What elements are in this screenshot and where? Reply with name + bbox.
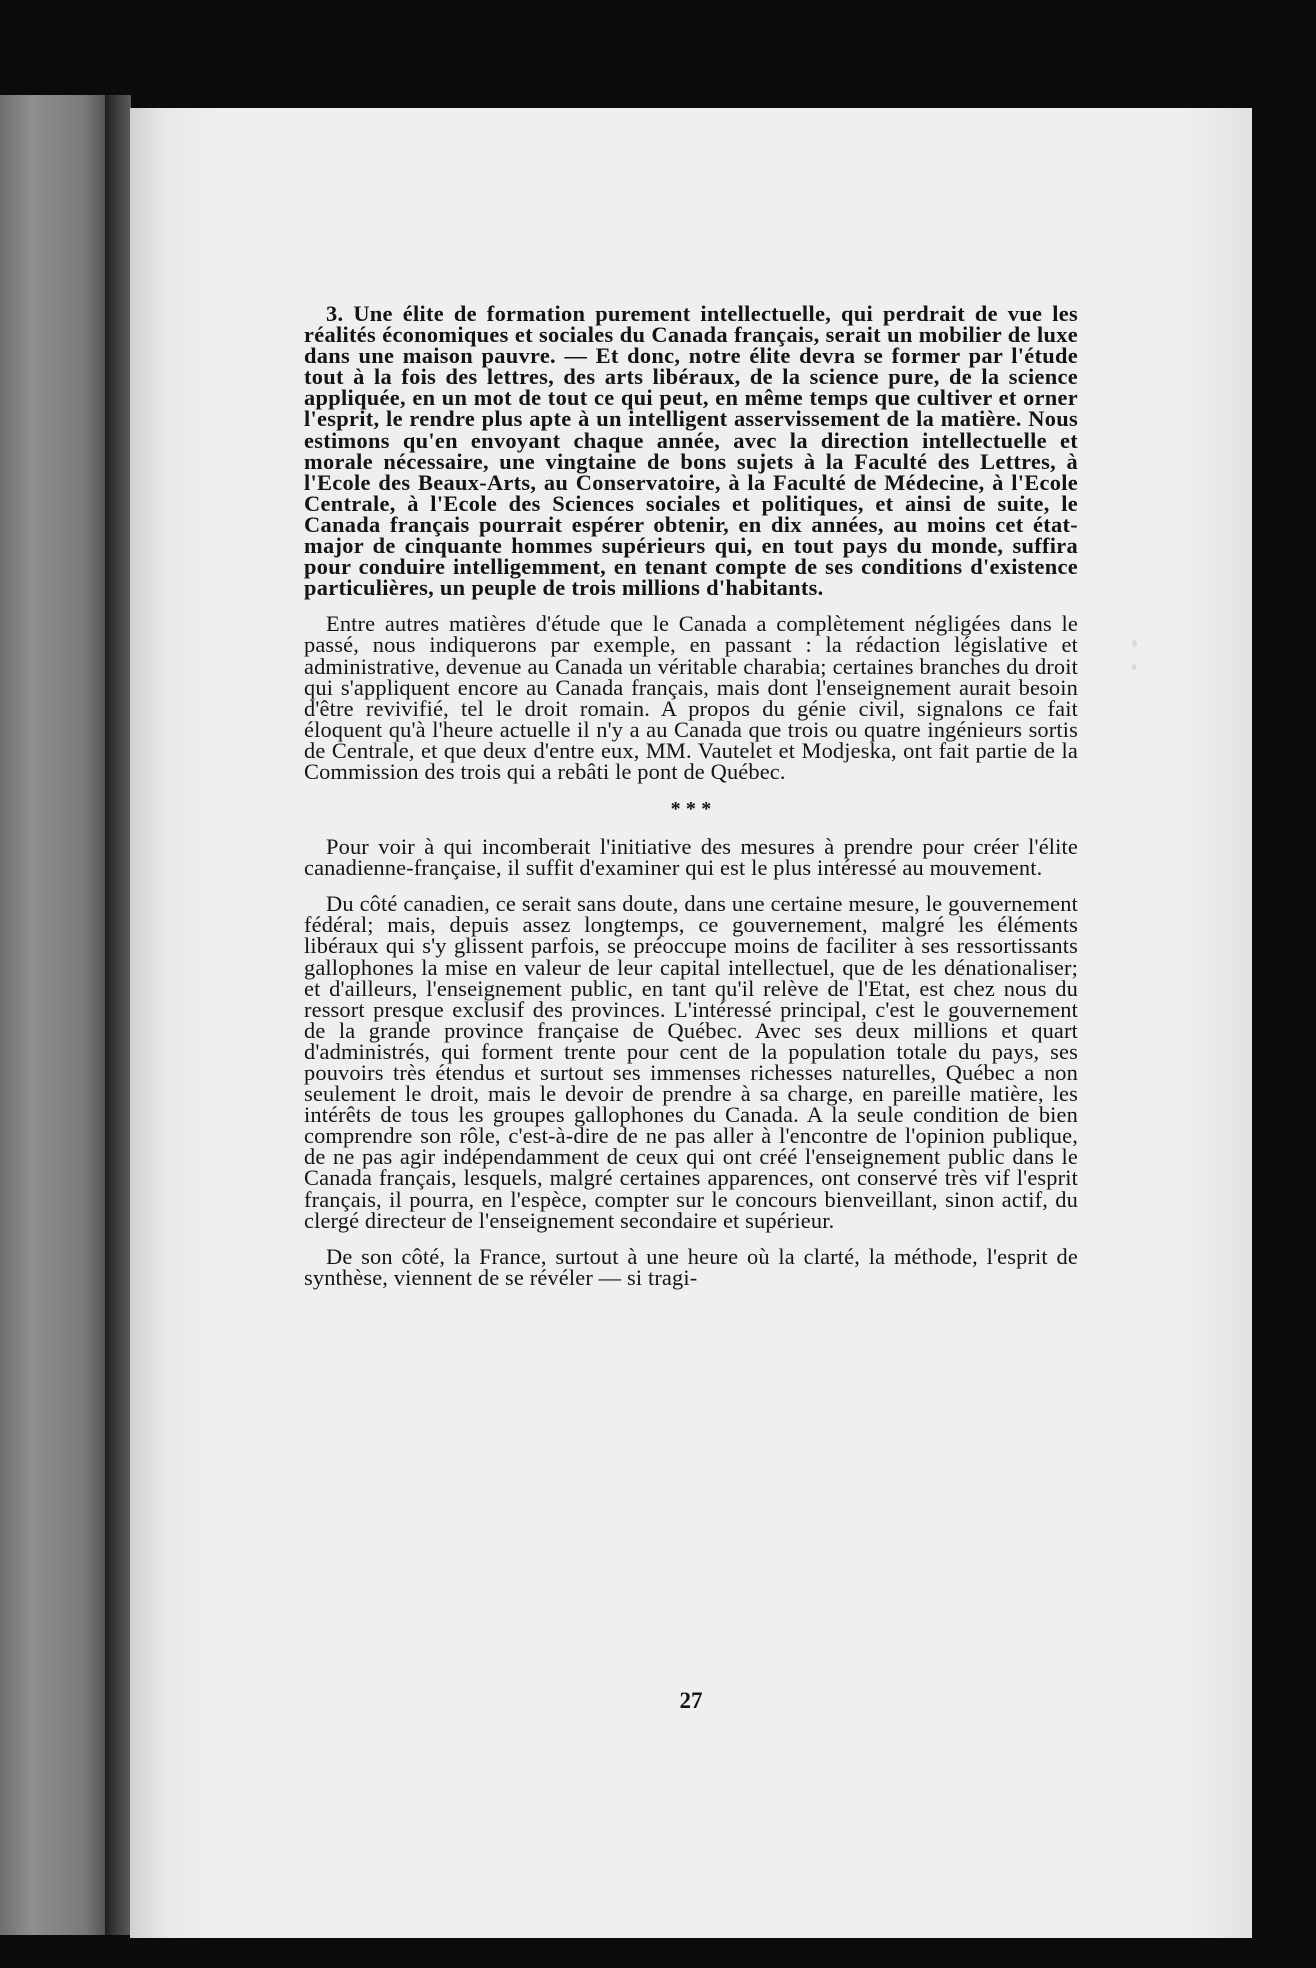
page-body bbox=[304, 303, 1078, 1288]
scanned-page bbox=[130, 108, 1252, 1938]
paragraph: Pour voir à qui incomberait l'initiative des mesures à prendre pour créer l'élite canadienne-française, il suffit d'examiner qui est le plus intéressé au mouvement. bbox=[304, 834, 1078, 881]
page-number: 27 bbox=[679, 1688, 703, 1713]
paragraph: De son côté, la France, surtout à une heure où la clarté, la méthode, l'esprit de synthèse, viennent de se révéler — si tragi- bbox=[304, 1243, 1078, 1290]
paragraph: Entre autres matières d'étude que le Canada a complètement négligées dans le passé, nous indiquerons par exemple, en passant : la rédaction législative et administrative, devenue au Canada un véritable charabia; certaines branches du droit qui s'appliquent encore au Canada français, mais dont l'enseignement aurait besoin d'être revivifié, tel le droit romain. A propos du génie civil, signalons ce fait éloquent qu'à l'heure actuelle il n'y a au Canada que trois ou quatre ingénieurs sortis de Centrale, et que deux d'entre eux, MM. Vautelet et Modjeska, ont fait partie de la Commission des trois qui a rebâti le pont de Québec. bbox=[304, 611, 1078, 784]
previous-page-edge bbox=[0, 95, 106, 1935]
paragraph: 3. Une élite de formation purement intellectuelle, qui perdrait de vue les réalités économiques et sociales du Canada français, serait un mobilier de luxe dans une maison pauvre. — Et donc, notre élite devra se former par l'étude tout à la fois des lettres, des arts libéraux, de la science pure, de la science appliquée, en un mot de tout ce qui peut, en même temps que cultiver et orner l'esprit, le rendre plus apte à un intelligent asservissement de la matière. Nous estimons qu'en envoyant chaque année, avec la direction intellectuelle et morale nécessaire, une vingtaine de bons sujets à la Faculté des Lettres, à l'Ecole des Beaux-Arts, au Conservatoire, à la Faculté de Médecine, à l'Ecole Centrale, à l'Ecole des Sciences sociales et politiques, et ainsi de suite, le Canada français pourrait espérer obtenir, en dix années, au moins cet état-major de cinquante hommes supérieurs qui, en tout pays du monde, suffira pour conduire intelligemment, en tenant compte de ses conditions d'existence particulières, un peuple de trois millions d'habitants. bbox=[304, 301, 1078, 601]
section-separator: * * * bbox=[670, 798, 712, 821]
book-gutter bbox=[105, 95, 131, 1935]
scan-speck bbox=[1132, 664, 1136, 670]
scan-speck bbox=[1132, 640, 1137, 647]
paragraph: Du côté canadien, ce serait sans doute, dans une certaine mesure, le gouvernement fédéral; mais, depuis assez longtemps, ce gouvernement, malgré les éléments libéraux qui s'y glissent parfois, se préoccupe moins de faciliter à ses ressortissants gallophones la mise en valeur de leur capital intellectuel, que de les dénationaliser; et d'ailleurs, l'enseignement public, en tant qu'il relève de l'Etat, est chez nous du ressort presque exclusif des provinces. L'intéressé principal, c'est le gouvernement de la grande province française de Québec. Avec ses deux millions et quart d'administrés, qui forment trente pour cent de la population totale du pays, ses pouvoirs très étendus et surtout ses immenses richesses naturelles, Québec a non seulement le droit, mais le devoir de prendre à sa charge, en pareille matière, les intérêts de tous les groupes gallophones du Canada. A la seule condition de bien comprendre son rôle, c'est-à-dire de ne pas aller à l'encontre de l'opinion publique, de ne pas agir indépendamment de ceux qui ont créé l'enseignement public dans le Canada français, lesquels, malgré certaines apparences, ont conservé très vif l'esprit français, il pourra, en l'espèce, compter sur le concours bienveillant, sinon actif, du clergé directeur de l'enseignement secondaire et supérieur. bbox=[304, 891, 1078, 1233]
